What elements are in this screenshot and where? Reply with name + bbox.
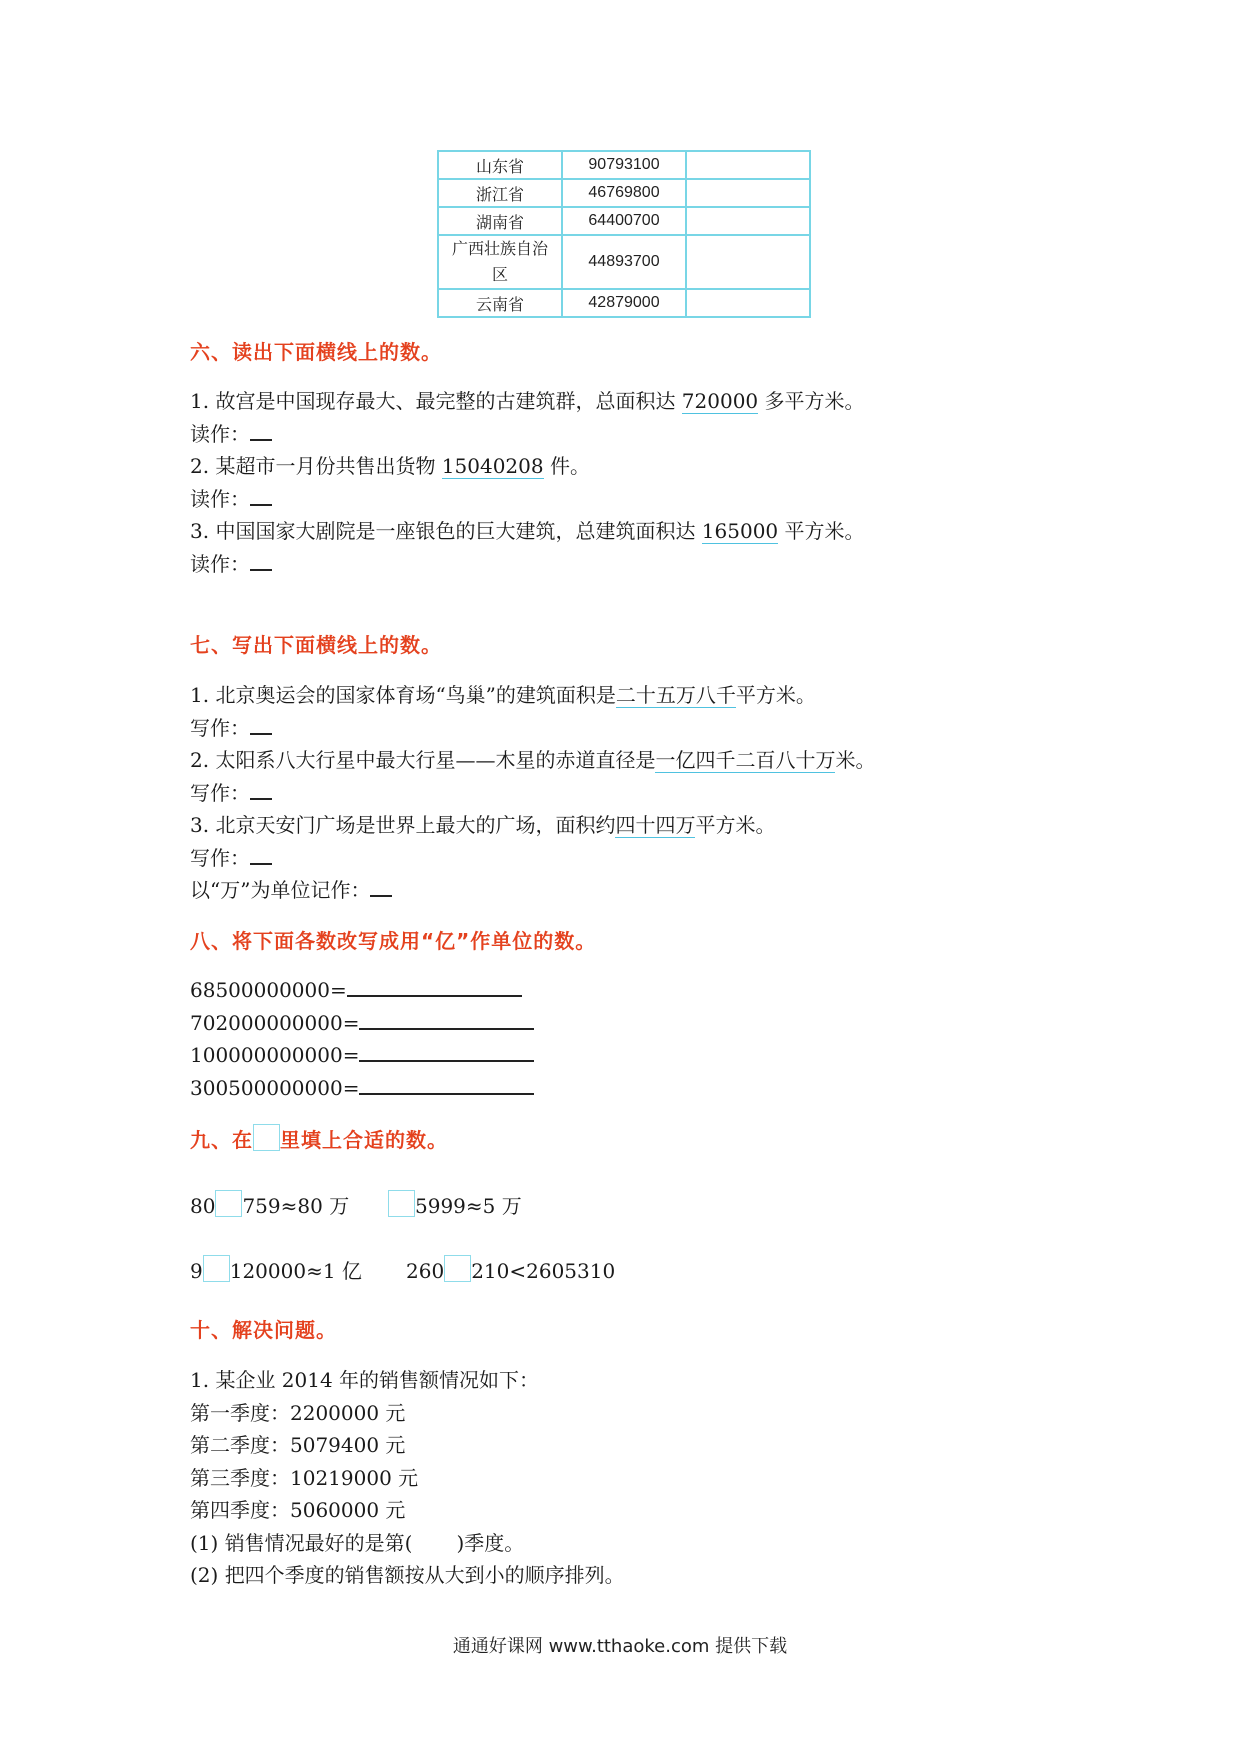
number-text: 100000000000= (190, 1043, 360, 1067)
table-row (438, 151, 810, 179)
s8-item (190, 1008, 534, 1035)
write-label: 写作： (190, 781, 250, 805)
s6-answer-2 (190, 483, 272, 512)
number-text: 5999≈5 万 (415, 1194, 522, 1218)
question-text: 3. 中国国家大剧院是一座银色的巨大建筑，总建筑面积达 (190, 519, 702, 543)
read-label: 读作： (190, 552, 250, 576)
province-cell: 浙江省 (438, 179, 562, 207)
wan-label: 以“万”为单位记作： (190, 878, 371, 902)
underlined-number: 二十五万八千 (615, 683, 736, 707)
s9-estimate-1 (190, 1190, 349, 1219)
table-row (438, 235, 810, 289)
population-cell: 42879000 (562, 289, 686, 317)
s7-question-1 (190, 679, 816, 708)
table-row (438, 179, 810, 207)
s7-answer-1 (190, 712, 272, 741)
footer-credit: 通通好课网 www.tthaoke.com 提供下载 (452, 1636, 788, 1657)
number-text: 210<2605310 (471, 1259, 616, 1283)
answer-line[interactable] (347, 975, 522, 997)
question-text: 平方米。 (778, 519, 865, 543)
answer-blank[interactable] (250, 845, 272, 865)
question-text: 2. 太阳系八大行星中最大行星——木星的赤道直径是 (190, 748, 656, 772)
question-text: (1) 销售情况最好的是第( (190, 1531, 413, 1555)
question-text: 平方米。 (735, 683, 816, 707)
question-text: 多平方米。 (758, 389, 865, 413)
s7-answer-3 (190, 842, 272, 871)
answer-cell[interactable] (686, 151, 810, 179)
fill-box[interactable] (444, 1255, 471, 1282)
answer-cell[interactable] (686, 289, 810, 317)
s7-question-2 (190, 744, 875, 773)
s6-answer-1 (190, 418, 272, 447)
s10-part-2: (2) 把四个季度的销售额按从大到小的顺序排列。 (190, 1563, 625, 1587)
section-8-heading: 八、将下面各数改写成用“亿”作单位的数。 (190, 929, 597, 953)
answer-blank[interactable] (250, 486, 272, 506)
s10-quarter-2: 第二季度：5079400 元 (190, 1433, 406, 1457)
s10-part-1 (190, 1527, 524, 1556)
underlined-number: 一亿四千二百八十万 (655, 748, 836, 772)
section-9-heading (190, 1124, 448, 1153)
fill-box[interactable] (215, 1190, 242, 1217)
province-line2: 区 (491, 265, 508, 284)
write-label: 写作： (190, 716, 250, 740)
province-cell: 湖南省 (438, 207, 562, 235)
fill-box[interactable] (388, 1190, 415, 1217)
heading-text: 里填上合适的数。 (280, 1128, 448, 1152)
question-text: 平方米。 (695, 813, 776, 837)
s6-question-3 (190, 515, 865, 544)
section-10-heading: 十、解决问题。 (190, 1318, 337, 1342)
underlined-number: 15040208 (441, 454, 544, 478)
s6-question-2 (190, 450, 590, 479)
sample-box (253, 1124, 280, 1151)
section-6-heading: 六、读出下面横线上的数。 (190, 340, 442, 364)
s6-question-1 (190, 385, 865, 414)
province-cell (438, 235, 562, 289)
s10-quarter-3: 第三季度：10219000 元 (190, 1466, 419, 1490)
answer-blank[interactable] (250, 780, 272, 800)
number-text: 702000000000= (190, 1011, 360, 1035)
number-text: 260 (406, 1259, 445, 1283)
province-cell: 云南省 (438, 289, 562, 317)
answer-line[interactable] (359, 1008, 534, 1030)
s10-quarter-4: 第四季度：5060000 元 (190, 1498, 406, 1522)
write-label: 写作： (190, 846, 250, 870)
answer-line[interactable] (359, 1073, 534, 1095)
population-cell: 46769800 (562, 179, 686, 207)
population-table (437, 150, 811, 318)
number-text: 80 (190, 1194, 216, 1218)
province-cell: 山东省 (438, 151, 562, 179)
fill-box[interactable] (203, 1255, 230, 1282)
s9-estimate-3 (190, 1255, 362, 1284)
number-text: 759≈80 万 (242, 1194, 350, 1218)
question-text: 1. 故宫是中国现存最大、最完整的古建筑群，总面积达 (190, 389, 682, 413)
answer-blank[interactable] (250, 551, 272, 571)
population-cell: 64400700 (562, 207, 686, 235)
answer-blank[interactable] (250, 715, 272, 735)
population-cell: 90793100 (562, 151, 686, 179)
province-line1: 广西壮族自治 (451, 239, 548, 258)
heading-text: 九、在 (190, 1128, 253, 1152)
read-label: 读作： (190, 422, 250, 446)
underlined-number: 四十四万 (615, 813, 696, 837)
question-text: 2. 某超市一月份共售出货物 (190, 454, 442, 478)
s6-answer-3 (190, 548, 272, 577)
underlined-number: 720000 (681, 389, 759, 413)
question-text: 米。 (835, 748, 876, 772)
number-text: 68500000000= (190, 978, 347, 1002)
s9-estimate-4 (406, 1255, 615, 1283)
underlined-number: 165000 (701, 519, 779, 543)
s10-intro: 1. 某企业 2014 年的销售额情况如下： (190, 1368, 540, 1392)
s7-question-3 (190, 809, 775, 838)
s7-answer-wan (190, 874, 392, 903)
s10-quarter-1: 第一季度：2200000 元 (190, 1401, 406, 1425)
table-row (438, 207, 810, 235)
question-text: 件。 (543, 454, 590, 478)
question-text: 3. 北京天安门广场是世界上最大的广场，面积约 (190, 813, 616, 837)
number-text: 9 (190, 1259, 203, 1283)
s8-item (190, 1040, 534, 1067)
s8-item (190, 1073, 534, 1100)
population-cell: 44893700 (562, 235, 686, 289)
s8-item (190, 975, 522, 1002)
question-text: )季度。 (456, 1531, 525, 1555)
answer-cell[interactable] (686, 235, 810, 289)
question-text: 1. 北京奥运会的国家体育场“鸟巢”的建筑面积是 (190, 683, 616, 707)
answer-blank[interactable] (370, 877, 392, 897)
read-label: 读作： (190, 487, 250, 511)
number-text: 120000≈1 亿 (229, 1259, 362, 1283)
number-text: 300500000000= (190, 1076, 360, 1100)
s7-answer-2 (190, 777, 272, 806)
answer-cell[interactable] (686, 179, 810, 207)
answer-line[interactable] (359, 1040, 534, 1062)
s9-estimate-2 (388, 1190, 522, 1219)
answer-blank[interactable] (250, 421, 272, 441)
section-7-heading: 七、写出下面横线上的数。 (190, 633, 442, 657)
answer-cell[interactable] (686, 207, 810, 235)
table-row (438, 289, 810, 317)
